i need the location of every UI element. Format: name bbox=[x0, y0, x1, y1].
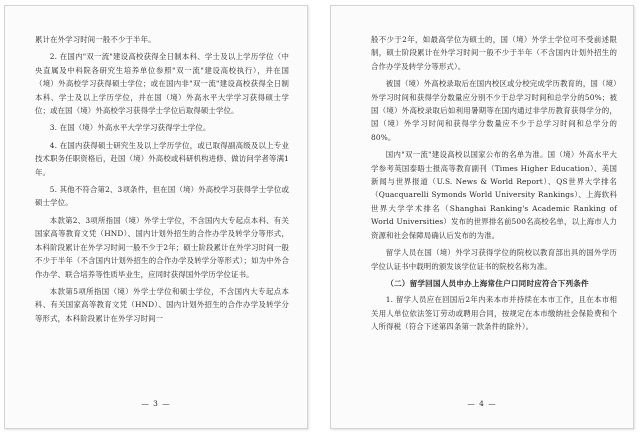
paragraph: 本款第2、3项所指国（境）外学士学位，不含国内大专起点本科、有关国家高等教育文凭（HND）、国内计划外招生的合作办学及转学分等形式，本科阶段累计在外学习时间一般不少于2年；硕士阶段累计在外学习时间一般不少于半年（不含国内计划外招生的合作办学及转学分等形式）；如为中外合作办学、联合培养等性质毕业生，应同时获得国外学历学位证书。 bbox=[35, 215, 289, 279]
paragraph: 国内"双一流"建设高校以国家公布的名单为准。国（境）外高水平大学参考英国泰晤士报高等教育副刊（Times Higher Education）、美国新闻与世界报道（U.S. News & World Report）、QS世界大学排名（Quacquarelli Symonds World University Rankings）、上海软科世界大学学术排名（Shanghai Ranking's Academic Ranking of World Universities）发布的世界排名前500名高校名单，以上海市人力资源和社会保障局确认后发布的为准。 bbox=[371, 150, 617, 240]
paragraph: 5. 其他不符合第2、3项条件，但在国（境）外高校学习获得学士学位或硕士学位。 bbox=[35, 185, 289, 208]
paragraph: 2. 在国内"双一流"建设高校获得全日制本科、学士及以上学历学位（中央直属及中科院各研究生培养单位参照"双一流"建设高校执行），并在国（境）外高校学习获得硕士学位；或在国内非"双一流"建设高校获得全日制本科、学士及以上学历学位，并在国（境）外高水平大学学习获得硕士学位；或在国（境）外高校学习获得学士学位后取得硕士学位。 bbox=[35, 52, 289, 116]
paragraph: 本款第5项所指国（境）外学士学位和硕士学位，不含国内大专起点本科、有关国家高等教育文凭（HND）、国内计划外招生的合作办学及转学分等形式，本科阶段累计在外学习时间一 bbox=[35, 286, 289, 323]
section-heading: （二）留学回国人员申办上海常住户口同时应符合下列条件 bbox=[386, 278, 589, 288]
paragraph: 被国（境）外高校录取后在国内校区或分校完成学历教育的，国（境）外学习时间和获得学分数量应分别不少于总学习时间和总学分的50%；被国（境）外高校录取后如利用暑期等在国内通过非学历教育获得学分的，国（境）外学习时间和获得学分数量应不少于总学习时间和总学分的80%。 bbox=[371, 79, 617, 142]
page-number: — 3 — bbox=[141, 399, 171, 408]
document-page-left bbox=[4, 5, 308, 429]
document-page-right bbox=[330, 5, 634, 429]
paragraph: 4. 在国内获得硕士研究生及以上学历学位，或已取得副高级及以上专业技术职务任职资格后，赴国（境）外高校或科研机构进修、做访问学者等满1年。 bbox=[35, 140, 289, 177]
paragraph: 1. 留学人员应在回国后2年内来本市并持续在本市工作，且在本市相关用人单位依法签订劳动或聘用合同，按规定在本市缴纳社会保险费和个人所得税（符合下述第四条第一款条件的除外）。 bbox=[371, 295, 617, 332]
paragraph: 累计在外学习时间一般不少于半年。 bbox=[35, 35, 156, 44]
paragraph: 般不少于2年，如最高学位为硕士的，国（境）外学士学位可不受前述限制，硕士阶段累计在外学习时间一般不少于半年（不含国内计划外招生的合作办学及转学分等形式）。 bbox=[371, 35, 617, 71]
page-number: — 4 — bbox=[467, 399, 497, 408]
paragraph: 留学人员在国（境）外学习获得学位的院校以教育部出具的国外学历学位认证书中载明的颁发该学位证书的院校名称为准。 bbox=[371, 248, 617, 271]
paragraph: 3. 在国（境）外高水平大学学习获得学士学位。 bbox=[49, 123, 211, 133]
